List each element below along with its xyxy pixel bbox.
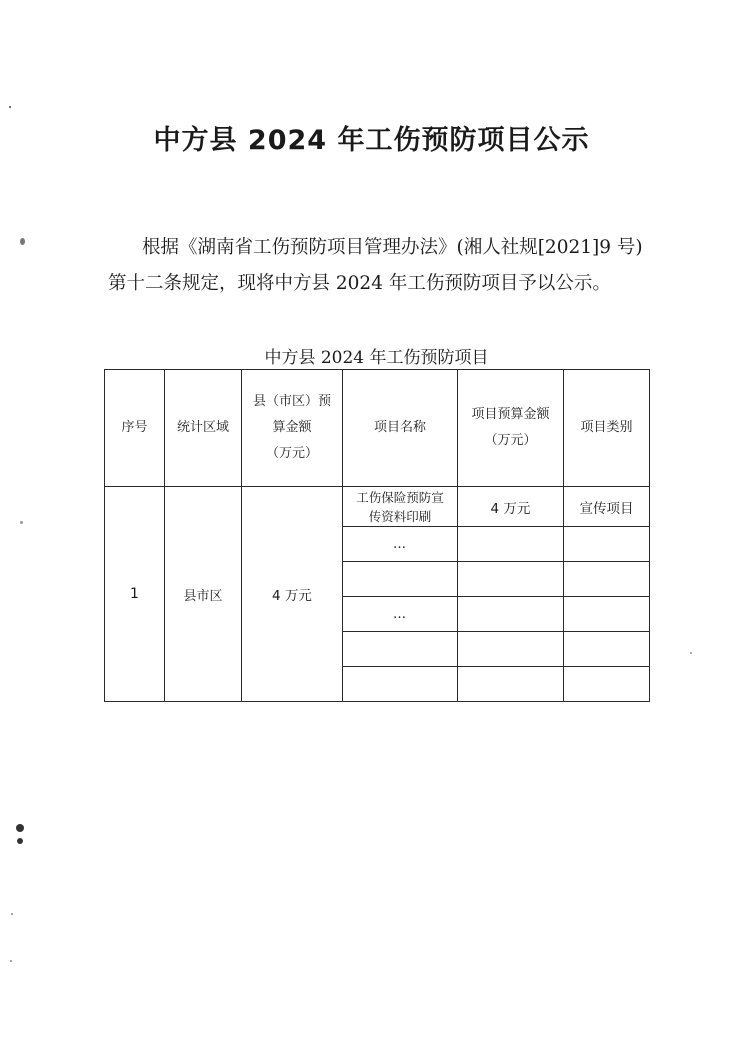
cell-project-name — [343, 562, 458, 597]
scan-speck — [10, 960, 12, 962]
header-project-budget-line-2: （万元） — [484, 433, 537, 448]
cell-county-budget: 4 万元 — [242, 487, 343, 702]
cell-project-amount — [458, 667, 564, 702]
header-county-budget-line-2: 算金额 — [272, 420, 312, 435]
header-project-type: 项目类别 — [564, 370, 650, 487]
cell-project-type — [564, 667, 650, 702]
cell-project-name — [343, 487, 458, 527]
page-title: 中方县 2024 年工伤预防项目公示 — [153, 125, 590, 156]
cell-project-type: 宣传项目 — [564, 487, 650, 527]
header-county-budget-line-3: （万元） — [265, 446, 318, 461]
cell-project-amount — [458, 597, 564, 632]
header-seq: 序号 — [105, 370, 165, 487]
cell-project-type — [564, 562, 650, 597]
cell-project-name: … — [343, 597, 458, 632]
cell-project-type — [564, 597, 650, 632]
scan-speck — [20, 521, 23, 524]
cell-project-amount: 4 万元 — [458, 487, 564, 527]
scan-speck — [690, 652, 692, 654]
header-project-name: 项目名称 — [343, 370, 458, 487]
table-header-row — [105, 370, 650, 487]
cell-project-type — [564, 527, 650, 562]
cell-project-name: … — [343, 527, 458, 562]
cell-project-name — [343, 667, 458, 702]
cell-seq: 1 — [105, 487, 165, 702]
scan-speck — [16, 824, 24, 832]
cell-project-amount — [458, 632, 564, 667]
header-project-budget — [458, 370, 564, 487]
scan-speck — [9, 106, 11, 108]
cell-project-name-line-2: 传资料印刷 — [368, 508, 432, 524]
cell-region: 县市区 — [165, 487, 242, 702]
header-region: 统计区域 — [165, 370, 242, 487]
cell-project-amount — [458, 527, 564, 562]
scan-speck — [20, 238, 25, 245]
project-table — [104, 369, 650, 702]
cell-project-name-line-1: 工伤保险预防宣 — [356, 489, 444, 505]
header-county-budget — [242, 370, 343, 487]
scan-speck — [17, 838, 23, 844]
scan-speck — [11, 913, 13, 915]
body-paragraph-line-1: 根据《湖南省工伤预防项目管理办法》(湘人社规[2021]9 号) — [142, 237, 643, 258]
table-caption: 中方县 2024 年工伤预防项目 — [264, 348, 489, 368]
cell-project-amount — [458, 562, 564, 597]
table-row — [105, 487, 650, 527]
cell-project-type — [564, 632, 650, 667]
header-project-budget-line-1: 项目预算金额 — [471, 407, 550, 422]
header-county-budget-line-1: 县（市区）预 — [252, 394, 331, 409]
cell-project-name — [343, 632, 458, 667]
body-paragraph-line-2: 第十二条规定，现将中方县 2024 年工伤预防项目予以公示。 — [108, 273, 611, 294]
